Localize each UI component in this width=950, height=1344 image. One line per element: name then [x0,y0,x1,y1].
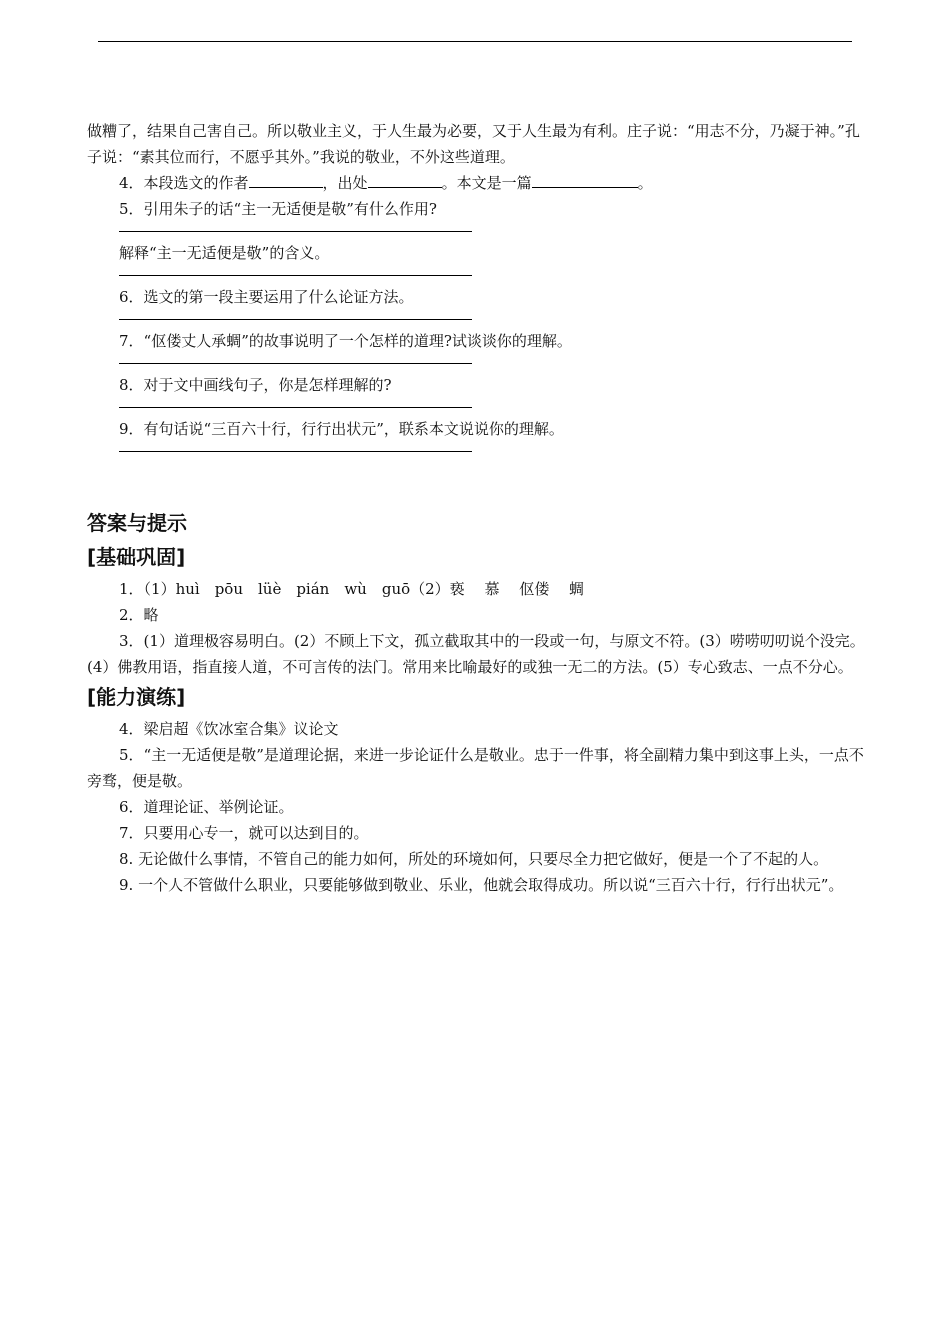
section-heading-ability: [能力演练] [87,685,186,709]
answer-item: 7．只要用心专一，就可以达到目的。 [119,824,369,842]
header-rule [98,41,852,42]
answer-item: 6．道理论证、举例论证。 [119,798,294,816]
answer-item: 8. 无论做什么事情，不管自己的能力如何，所处的环境如何，只要尽全力把它做好，便是一个了不起的人。 [119,850,829,868]
question-5: 5．引用朱子的话“主一无适便是敬”有什么作用? [119,200,437,218]
blank-author[interactable] [249,172,323,188]
blank-source[interactable] [368,172,442,188]
question-4-mid2: 。本文是一篇 [441,174,532,192]
answer-line[interactable] [119,275,472,276]
question-4 [87,170,865,196]
question-6: 6．选文的第一段主要运用了什么论证方法。 [119,288,414,306]
answer-line[interactable] [119,363,472,364]
blank-genre[interactable] [532,172,638,188]
passage-text: 做糟了，结果自己害自己。所以敬业主义，于人生最为必要，又于人生最为有利。庄子说：“用志不分，乃凝于神。”孔子说：“素其位而行，不愿乎其外。”我说的敬业，不外这些道理。 [87,122,860,166]
answer-item: 9. 一个人不管做什么职业，只要能够做到敬业、乐业，他就会取得成功。所以说“三百六十行，行行出状元”。 [119,876,844,894]
answer-line[interactable] [119,407,472,408]
question-5-sub: 解释“主一无适便是敬”的含义。 [119,244,330,262]
answer-line[interactable] [119,319,472,320]
answer-item: 4．梁启超《饮冰室合集》议论文 [119,720,339,738]
question-9: 9．有句话说“三百六十行，行行出状元”，联系本文说说你的理解。 [119,420,564,438]
document-body [87,118,865,898]
question-4-mid1: ，出处 [322,174,368,192]
answer-item: 5．“主一无适便是敬”是道理论据，来进一步论证什么是敬业。忠于一件事，将全副精力集中到这事上头，一点不旁骛，便是敬。 [87,746,864,790]
question-4-end: 。 [637,174,653,192]
answer-item: 3．(1）道理极容易明白。(2）不顾上下文，孤立截取其中的一段或一句，与原文不符。(3）唠唠叨叨说个没完。(4）佛教用语，指直接人道，不可言传的法门。常用来比喻最好的或独一无二的方法。(5）专心致志、一点不分心。 [87,632,865,676]
answers-title: 答案与提示 [87,511,187,535]
question-4-text: 4．本段选文的作者 [119,174,249,192]
question-8: 8．对于文中画线句子，你是怎样理解的? [119,376,392,394]
answer-item: 2．略 [119,606,159,624]
answer-item: 1．（1）huì pōu lüè pián wù guō（2）亵 慕 伛偻 蜩 [119,580,584,598]
question-7: 7．“伛偻丈人承蜩”的故事说明了一个怎样的道理?试谈谈你的理解。 [119,332,572,350]
section-heading-basic: [基础巩固] [87,545,186,569]
answer-line[interactable] [119,231,472,232]
